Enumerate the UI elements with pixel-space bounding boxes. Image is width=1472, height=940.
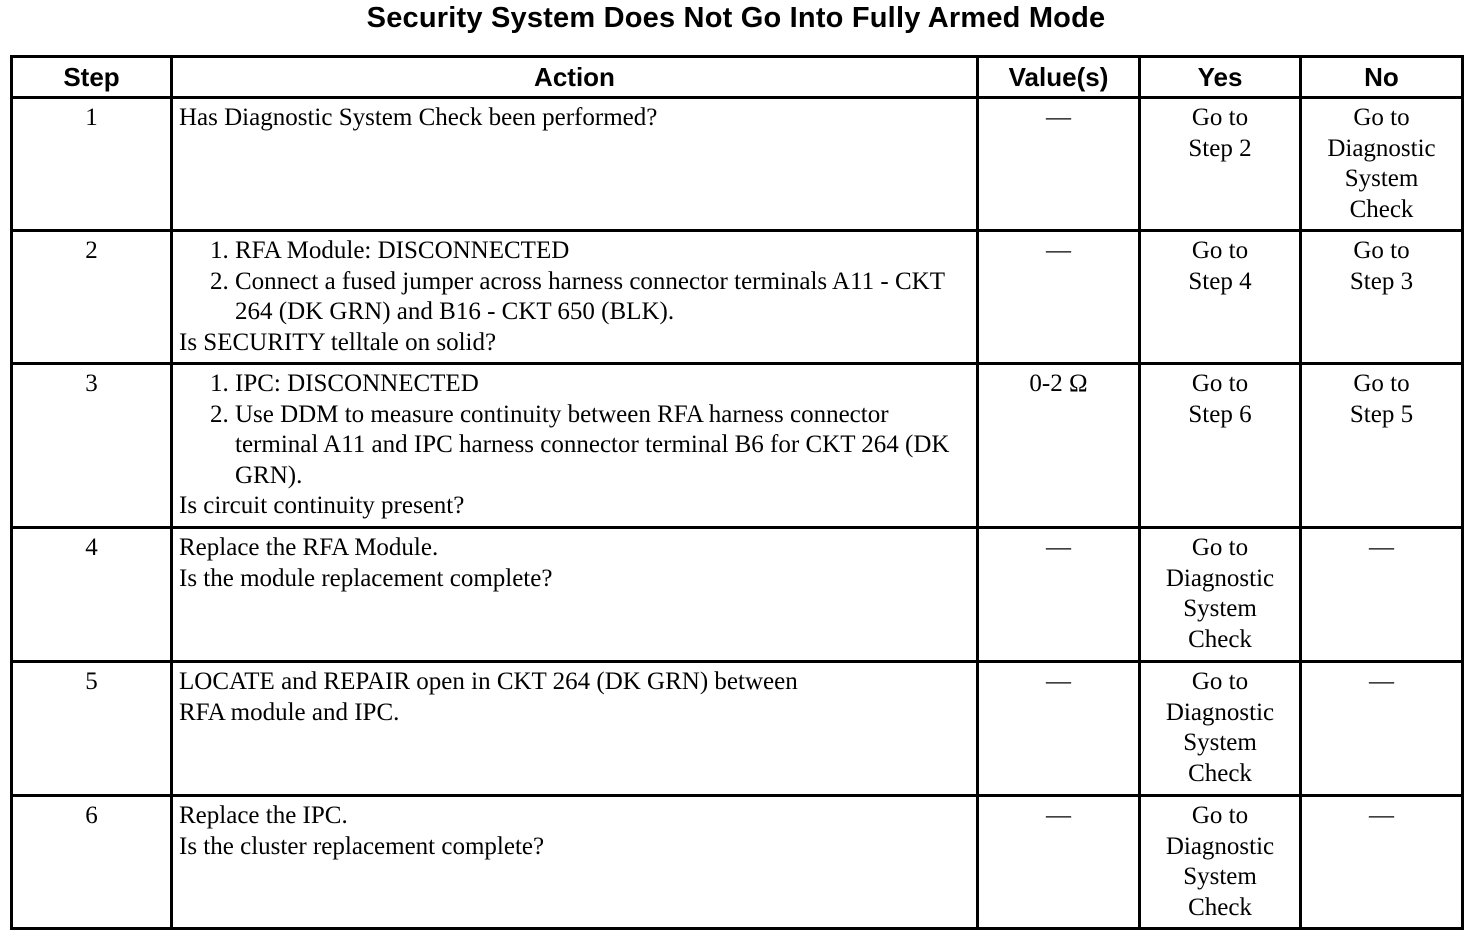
no-cell xyxy=(1301,662,1463,796)
no-line: — xyxy=(1369,534,1394,561)
yes-line: Check xyxy=(1188,759,1252,787)
action-list-item: 2. Use DDM to measure continuity between RFA harness connector terminal A11 and IPC harness connector terminal B6 for CKT 264 (DK GRN). xyxy=(235,400,970,492)
header-values: Value(s) xyxy=(978,57,1140,98)
action-question: Is circuit continuity present? xyxy=(179,492,465,519)
value-cell: — xyxy=(978,231,1140,364)
action-question: Replace the IPC. xyxy=(179,802,348,829)
yes-line: Diagnostic xyxy=(1165,564,1275,592)
no-line: Step 3 xyxy=(1349,267,1414,295)
action-cell xyxy=(172,98,978,231)
action-question: RFA module and IPC. xyxy=(179,698,400,726)
no-line: Check xyxy=(1349,195,1414,223)
value-cell: — xyxy=(978,528,1140,662)
yes-line: Go to xyxy=(1191,370,1249,397)
table-row xyxy=(12,528,1463,662)
no-line: Diagnostic xyxy=(1327,134,1436,162)
yes-line: Step 4 xyxy=(1188,267,1252,295)
action-list-item: 1. IPC: DISCONNECTED xyxy=(235,369,970,400)
action-cell xyxy=(172,231,978,364)
action-list xyxy=(179,369,970,491)
yes-line: Diagnostic xyxy=(1165,832,1275,860)
yes-line: Check xyxy=(1188,625,1252,653)
no-cell xyxy=(1301,231,1463,364)
no-line: — xyxy=(1369,668,1394,695)
yes-line: Check xyxy=(1188,893,1252,921)
yes-cell xyxy=(1140,528,1301,662)
table-row xyxy=(12,796,1463,929)
no-line: Step 5 xyxy=(1349,400,1414,428)
action-question: LOCATE and REPAIR open in CKT 264 (DK GRN) between xyxy=(179,668,798,695)
table-row xyxy=(12,364,1463,528)
table-row xyxy=(12,662,1463,796)
yes-line: Go to xyxy=(1191,802,1249,829)
action-cell xyxy=(172,364,978,528)
no-cell xyxy=(1301,364,1463,528)
yes-line: Step 6 xyxy=(1188,400,1252,428)
no-line: Go to xyxy=(1353,104,1410,131)
yes-line: System xyxy=(1183,729,1257,756)
step-number: 3 xyxy=(12,364,172,528)
header-yes: Yes xyxy=(1140,57,1301,98)
step-number: 5 xyxy=(12,662,172,796)
step-number: 2 xyxy=(12,231,172,364)
action-list-item: 2. Connect a fused jumper across harness connector terminals A11 - CKT 264 (DK GRN) and B16 - CKT 650 (BLK). xyxy=(235,267,970,328)
no-cell xyxy=(1301,98,1463,231)
step-number: 6 xyxy=(12,796,172,929)
action-question: Is the module replacement complete? xyxy=(179,564,553,592)
action-cell xyxy=(172,528,978,662)
action-list-item: 1. RFA Module: DISCONNECTED xyxy=(235,236,970,267)
yes-cell xyxy=(1140,662,1301,796)
table-header-row xyxy=(12,57,1463,98)
action-question: Is SECURITY telltale on solid? xyxy=(179,328,497,356)
step-number: 1 xyxy=(12,98,172,231)
value-cell: — xyxy=(978,796,1140,929)
action-list xyxy=(179,236,970,328)
yes-cell xyxy=(1140,98,1301,231)
header-action: Action xyxy=(172,57,978,98)
no-line: System xyxy=(1344,165,1419,192)
yes-line: Step 2 xyxy=(1188,134,1252,162)
action-question: Has Diagnostic System Check been performed? xyxy=(179,104,658,131)
value-cell: — xyxy=(978,98,1140,231)
no-cell xyxy=(1301,528,1463,662)
yes-line: System xyxy=(1183,863,1257,890)
yes-cell xyxy=(1140,364,1301,528)
value-cell: — xyxy=(978,662,1140,796)
diagnostic-table xyxy=(10,55,1464,930)
yes-line: Diagnostic xyxy=(1165,698,1275,726)
action-question: Replace the RFA Module. xyxy=(179,534,439,561)
yes-line: System xyxy=(1183,595,1257,622)
header-no: No xyxy=(1301,57,1463,98)
table-row xyxy=(12,98,1463,231)
no-line: Go to xyxy=(1353,370,1410,397)
action-cell xyxy=(172,796,978,929)
no-line: Go to xyxy=(1353,237,1410,264)
yes-line: Go to xyxy=(1191,668,1249,695)
yes-line: Go to xyxy=(1191,104,1249,131)
yes-cell xyxy=(1140,231,1301,364)
yes-cell xyxy=(1140,796,1301,929)
no-line: — xyxy=(1369,802,1394,829)
header-step: Step xyxy=(12,57,172,98)
table-row xyxy=(12,231,1463,364)
no-cell xyxy=(1301,796,1463,929)
step-number: 4 xyxy=(12,528,172,662)
yes-line: Go to xyxy=(1191,534,1249,561)
action-question: Is the cluster replacement complete? xyxy=(179,832,545,860)
yes-line: Go to xyxy=(1191,237,1249,264)
page-title: Security System Does Not Go Into Fully Armed Mode xyxy=(366,2,1106,34)
value-cell: 0-2 Ω xyxy=(978,364,1140,528)
action-cell xyxy=(172,662,978,796)
